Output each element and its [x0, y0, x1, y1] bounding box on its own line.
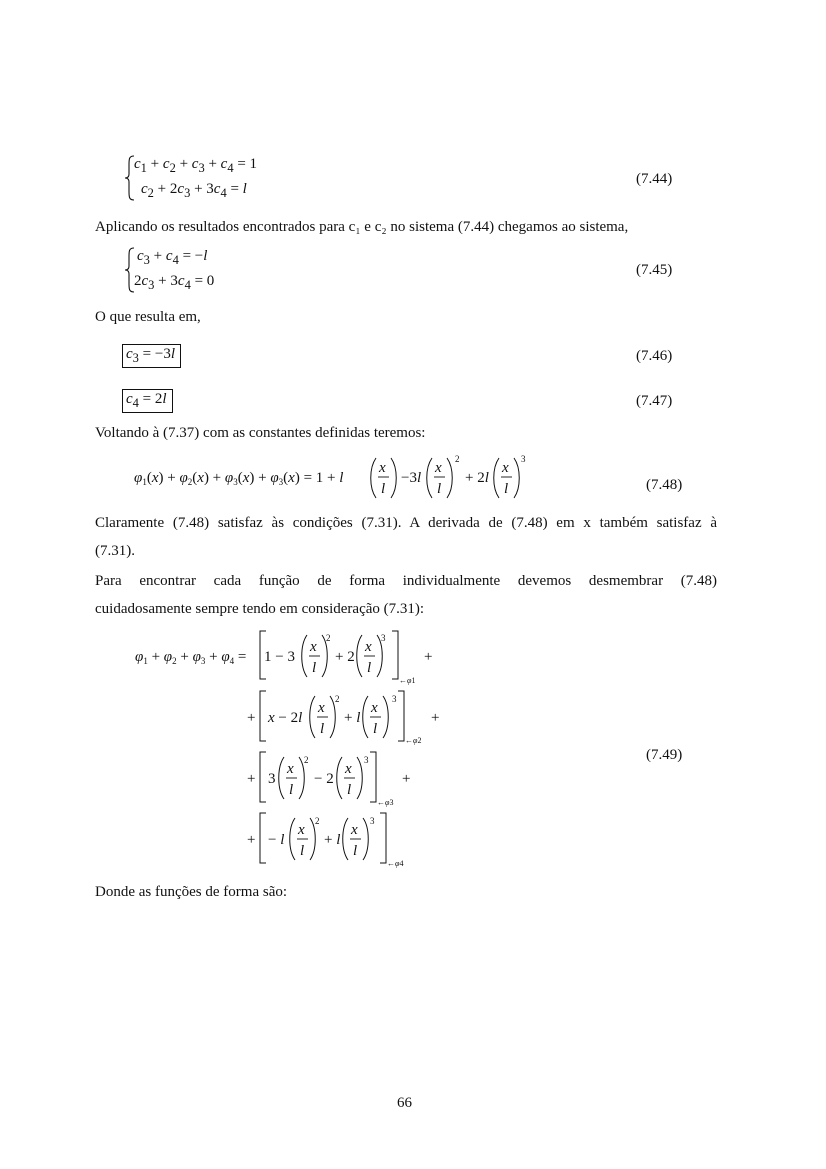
svg-text:l: l	[312, 660, 317, 676]
boxed-result-c4: $c_4 = 2l$	[122, 389, 173, 413]
svg-text:φ1(x) + φ2(x) + φ3(x) + φ3(x): $\varphi_1(x) + \varphi_2(x) + \varphi_3(x) + \varphi_3(x) = 1 + l$	[134, 470, 344, 487]
svg-text:x: x	[318, 700, 325, 716]
eq-7-44-line1: $c_1 + c_2 + c_3 + c_4 = 1$	[134, 156, 258, 175]
svg-text:3: 3	[381, 633, 386, 643]
svg-text:3: 3	[268, 771, 276, 787]
svg-text:+: +	[247, 771, 256, 787]
paragraph-aplicando: Aplicando os resultados encontrados para c₁ e c₂ no sistema (7.44) chegamos ao sistema,	[95, 219, 629, 235]
svg-text:l: l	[347, 782, 352, 798]
equation-number: (7.47)	[636, 393, 673, 409]
svg-text:x: x	[502, 460, 509, 476]
paragraph-resulta: O que resulta em,	[95, 309, 201, 325]
svg-text:l: l	[367, 660, 372, 676]
svg-text:2: 2	[455, 454, 460, 464]
svg-text:2: 2	[315, 816, 320, 826]
svg-text:l: l	[320, 721, 325, 737]
equation-number: (7.46)	[636, 348, 673, 364]
svg-text:x − 2l: x − 2l	[268, 710, 303, 726]
svg-text:3: 3	[521, 454, 526, 464]
paragraph-para-line1: Para encontrar cada função de forma individualmente devemos desmembrar (7.48)	[95, 573, 717, 589]
svg-text:l: l	[353, 843, 358, 859]
paragraph-donde: Donde as funções de forma são:	[95, 884, 288, 900]
equation-number: (7.49)	[646, 747, 683, 763]
svg-text:←φ3: ←φ3	[377, 798, 394, 807]
equation-number: (7.48)	[646, 477, 683, 493]
svg-text:l: l	[504, 481, 509, 497]
svg-text:←φ1: ←φ1	[399, 676, 416, 685]
eq-7-45-line1: $c_3 + c_4 = -l$	[137, 248, 208, 267]
svg-text:x: x	[435, 460, 442, 476]
svg-text:l: l	[381, 481, 386, 497]
svg-text:2: 2	[335, 694, 340, 704]
paragraph-claramente-line1: Claramente (7.48) satisfaz às condições (7.31). A derivada de (7.48) em x também satisfaz à	[95, 515, 717, 531]
svg-text:1 − 3: 1 − 3	[264, 649, 295, 665]
svg-text:l: l	[289, 782, 294, 798]
svg-text:x: x	[298, 822, 305, 838]
svg-text:φ1 + φ2 + φ3 + φ4 =: $\varphi_1 + \varphi_2 + \varphi_3 + \varphi_4$ =	[135, 649, 247, 666]
svg-text:←φ2: ←φ2	[405, 736, 422, 745]
svg-text:3: 3	[364, 755, 369, 765]
svg-text:x: x	[351, 822, 358, 838]
svg-text:2: 2	[326, 633, 331, 643]
svg-text:l: l	[300, 843, 305, 859]
formula-7-49	[130, 625, 450, 875]
svg-text:←φ4: ←φ4	[387, 859, 404, 868]
svg-text:+ l: + l	[344, 710, 361, 726]
svg-text:x: x	[287, 761, 294, 777]
svg-text:3: 3	[370, 816, 375, 826]
svg-text:+: +	[247, 832, 256, 848]
svg-text:− 2: − 2	[314, 771, 334, 787]
svg-text:x: x	[365, 639, 372, 655]
eq-7-45-line2: $2c_3 + 3c_4 = 0$	[134, 273, 215, 292]
equation-number: (7.44)	[636, 171, 673, 187]
svg-text:+ l: + l	[324, 832, 341, 848]
svg-text:x: x	[345, 761, 352, 777]
svg-text:+: +	[402, 771, 411, 787]
svg-text:x: x	[371, 700, 378, 716]
paragraph-claramente-line2: (7.31).	[95, 543, 135, 559]
svg-text:x: x	[310, 639, 317, 655]
svg-text:−3l: −3l	[401, 470, 422, 486]
svg-text:2: 2	[304, 755, 309, 765]
svg-text:− l: − l	[268, 832, 285, 848]
svg-text:x: x	[379, 460, 386, 476]
svg-text:l: l	[373, 721, 378, 737]
svg-text:+ 2l: + 2l	[465, 470, 489, 486]
paragraph-para-line2: cuidadosamente sempre tendo em consideração (7.31):	[95, 601, 425, 617]
svg-text:+: +	[247, 710, 256, 726]
svg-text:+: +	[424, 649, 433, 665]
eq-7-44-line2: $c_2 + 2c_3 + 3c_4 = l$	[141, 181, 247, 200]
paragraph-voltando: Voltando à (7.37) com as constantes definidas teremos:	[95, 425, 426, 441]
equation-number: (7.45)	[636, 262, 673, 278]
boxed-result-c3: $c_3 = -3l$	[122, 344, 181, 368]
svg-text:l: l	[437, 481, 442, 497]
svg-text:+: +	[431, 710, 440, 726]
formula-7-48	[130, 450, 540, 504]
svg-text:+ 2: + 2	[335, 649, 355, 665]
svg-text:3: 3	[392, 694, 397, 704]
page-number: 66	[397, 1095, 412, 1111]
